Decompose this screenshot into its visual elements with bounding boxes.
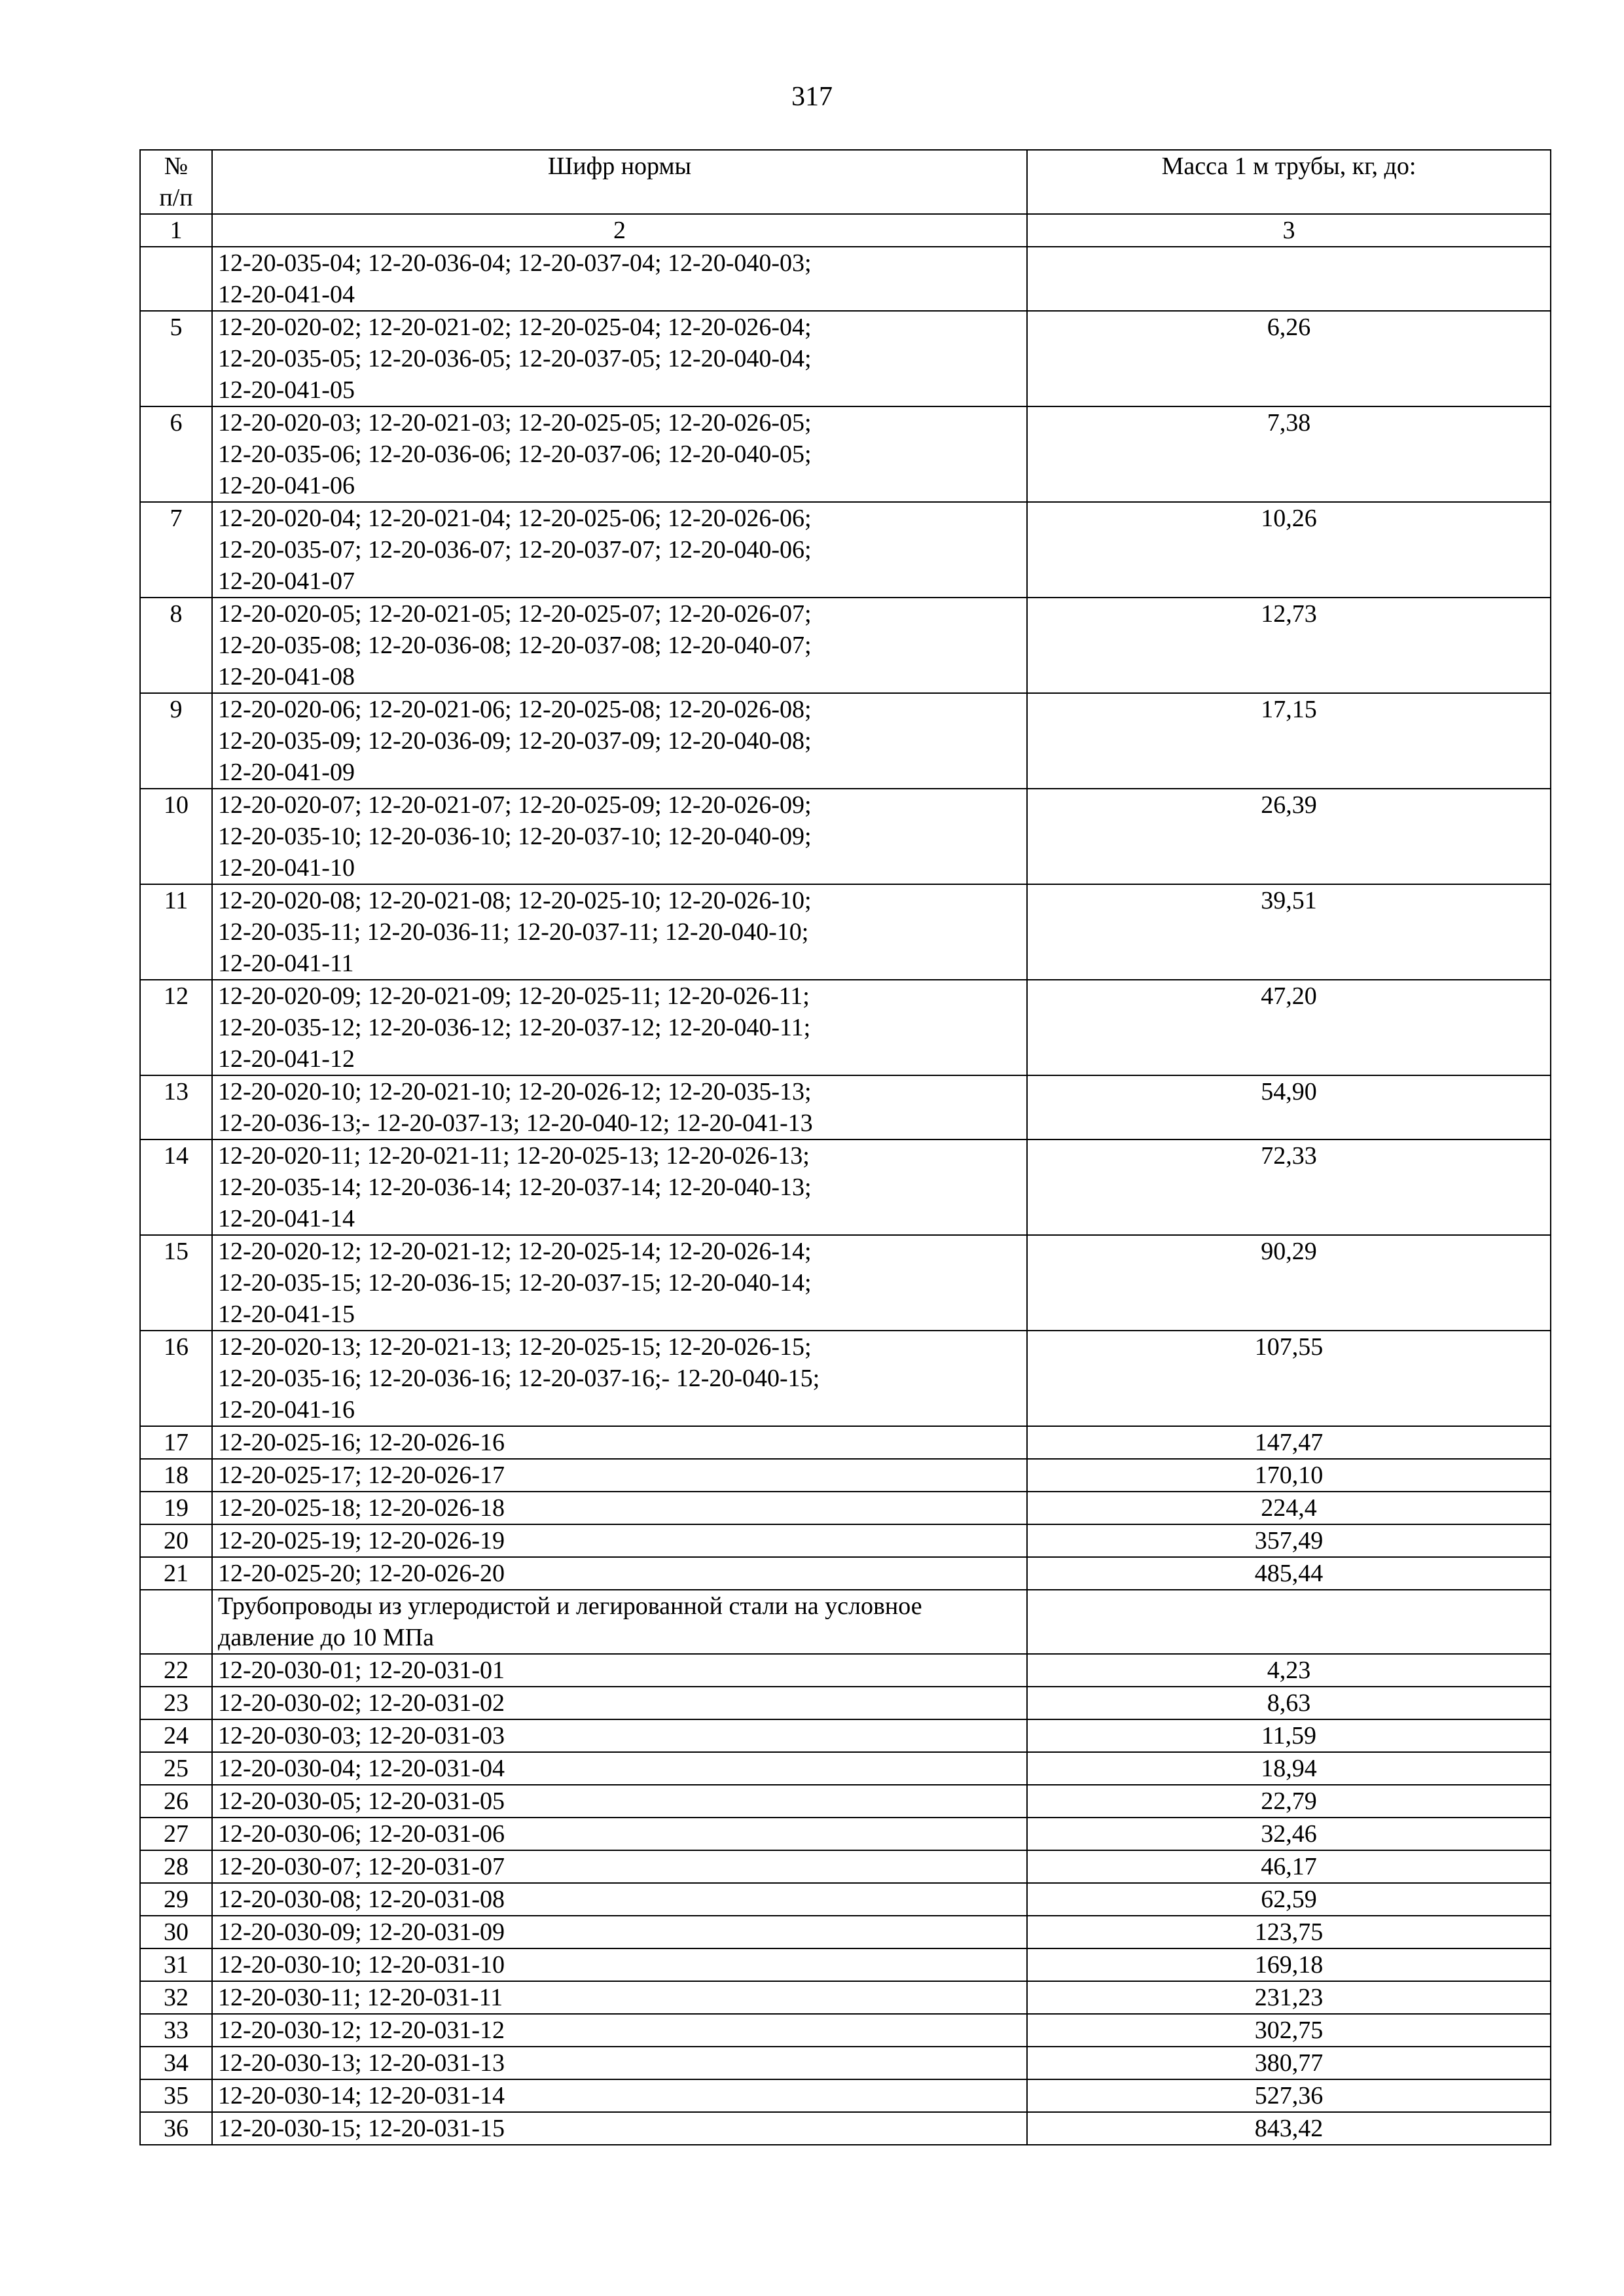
row-number: 29	[140, 1883, 212, 1916]
table-row	[140, 311, 1551, 406]
table-row	[140, 693, 1551, 789]
row-norm-code: 12-20-020-02; 12-20-021-02; 12-20-025-04; 12-20-026-04; 12-20-035-05; 12-20-036-05; 12-20-037-05; 12-20-040-04; 12-20-041-05	[212, 311, 1027, 406]
table-row	[140, 1752, 1551, 1785]
row-number: 17	[140, 1426, 212, 1459]
row-mass	[1027, 247, 1551, 311]
table-row	[140, 1883, 1551, 1916]
row-mass: 26,39	[1027, 789, 1551, 884]
table-row-continued	[140, 247, 1551, 311]
row-norm-code: 12-20-025-16; 12-20-026-16	[212, 1426, 1027, 1459]
table-row	[140, 1916, 1551, 1948]
row-norm-code: 12-20-020-13; 12-20-021-13; 12-20-025-15; 12-20-026-15; 12-20-035-16; 12-20-036-16; 12-20-037-16;- 12-20-040-15; 12-20-041-16	[212, 1331, 1027, 1426]
table-row	[140, 1235, 1551, 1331]
row-number: 18	[140, 1459, 212, 1492]
row-mass: 7,38	[1027, 406, 1551, 502]
table-row	[140, 1818, 1551, 1850]
row-norm-code: 12-20-020-11; 12-20-021-11; 12-20-025-13; 12-20-026-13; 12-20-035-14; 12-20-036-14; 12-20-037-14; 12-20-040-13; 12-20-041-14	[212, 1139, 1027, 1235]
norms-table	[139, 149, 1551, 2145]
row-number	[140, 247, 212, 311]
column-number: 1	[140, 214, 212, 247]
table-row	[140, 980, 1551, 1075]
row-mass: 224,4	[1027, 1492, 1551, 1524]
row-mass: 123,75	[1027, 1916, 1551, 1948]
table-row	[140, 1687, 1551, 1719]
row-mass: 54,90	[1027, 1075, 1551, 1139]
table-row	[140, 884, 1551, 980]
row-mass: 4,23	[1027, 1654, 1551, 1687]
row-number: 23	[140, 1687, 212, 1719]
header-norm-code: Шифр нормы	[212, 150, 1027, 214]
row-mass: 527,36	[1027, 2079, 1551, 2112]
table-row	[140, 1719, 1551, 1752]
row-mass: 485,44	[1027, 1557, 1551, 1590]
row-number: 14	[140, 1139, 212, 1235]
header-number: № п/п	[140, 150, 212, 214]
section-title: Трубопроводы из углеродистой и легированной стали на условное давление до 10 МПа	[212, 1590, 1027, 1654]
row-number: 11	[140, 884, 212, 980]
row-norm-code: 12-20-030-10; 12-20-031-10	[212, 1948, 1027, 1981]
row-number: 35	[140, 2079, 212, 2112]
row-number: 15	[140, 1235, 212, 1331]
row-mass: 231,23	[1027, 1981, 1551, 2014]
row-mass: 47,20	[1027, 980, 1551, 1075]
row-norm-code: 12-20-020-07; 12-20-021-07; 12-20-025-09; 12-20-026-09; 12-20-035-10; 12-20-036-10; 12-20-037-10; 12-20-040-09; 12-20-041-10	[212, 789, 1027, 884]
table-row	[140, 1850, 1551, 1883]
section-body	[140, 1590, 1551, 1654]
row-number: 30	[140, 1916, 212, 1948]
column-number: 2	[212, 214, 1027, 247]
row-mass: 147,47	[1027, 1426, 1551, 1459]
table-row	[140, 1981, 1551, 2014]
row-norm-code: 12-20-030-07; 12-20-031-07	[212, 1850, 1027, 1883]
row-mass: 6,26	[1027, 311, 1551, 406]
row-norm-code: 12-20-030-02; 12-20-031-02	[212, 1687, 1027, 1719]
row-norm-code: 12-20-020-05; 12-20-021-05; 12-20-025-07; 12-20-026-07; 12-20-035-08; 12-20-036-08; 12-20-037-08; 12-20-040-07; 12-20-041-08	[212, 598, 1027, 693]
row-number: 6	[140, 406, 212, 502]
row-norm-code: 12-20-020-09; 12-20-021-09; 12-20-025-11; 12-20-026-11; 12-20-035-12; 12-20-036-12; 12-20-037-12; 12-20-040-11; 12-20-041-12	[212, 980, 1027, 1075]
table-row	[140, 1785, 1551, 1818]
table-row	[140, 1331, 1551, 1426]
table-row	[140, 1524, 1551, 1557]
table-body-a	[140, 247, 1551, 1590]
row-number: 27	[140, 1818, 212, 1850]
row-norm-code: 12-20-035-04; 12-20-036-04; 12-20-037-04; 12-20-040-03; 12-20-041-04	[212, 247, 1027, 311]
row-norm-code: 12-20-020-06; 12-20-021-06; 12-20-025-08; 12-20-026-08; 12-20-035-09; 12-20-036-09; 12-20-037-09; 12-20-040-08; 12-20-041-09	[212, 693, 1027, 789]
table-row	[140, 1557, 1551, 1590]
row-norm-code: 12-20-030-13; 12-20-031-13	[212, 2047, 1027, 2079]
row-number: 34	[140, 2047, 212, 2079]
row-number: 28	[140, 1850, 212, 1883]
row-mass: 17,15	[1027, 693, 1551, 789]
row-norm-code: 12-20-030-15; 12-20-031-15	[212, 2112, 1027, 2145]
table-row	[140, 1426, 1551, 1459]
row-norm-code: 12-20-020-12; 12-20-021-12; 12-20-025-14; 12-20-026-14; 12-20-035-15; 12-20-036-15; 12-20-037-15; 12-20-040-14; 12-20-041-15	[212, 1235, 1027, 1331]
row-mass: 18,94	[1027, 1752, 1551, 1785]
row-mass: 39,51	[1027, 884, 1551, 980]
column-number: 3	[1027, 214, 1551, 247]
row-norm-code: 12-20-030-03; 12-20-031-03	[212, 1719, 1027, 1752]
table-row	[140, 502, 1551, 598]
row-norm-code: 12-20-025-17; 12-20-026-17	[212, 1459, 1027, 1492]
row-norm-code: 12-20-020-08; 12-20-021-08; 12-20-025-10; 12-20-026-10; 12-20-035-11; 12-20-036-11; 12-20-037-11; 12-20-040-10; 12-20-041-11	[212, 884, 1027, 980]
row-norm-code: 12-20-030-08; 12-20-031-08	[212, 1883, 1027, 1916]
row-norm-code: 12-20-025-18; 12-20-026-18	[212, 1492, 1027, 1524]
row-mass: 843,42	[1027, 2112, 1551, 2145]
table-row	[140, 598, 1551, 693]
row-number: 25	[140, 1752, 212, 1785]
table-row	[140, 2079, 1551, 2112]
row-number: 8	[140, 598, 212, 693]
row-norm-code: 12-20-030-05; 12-20-031-05	[212, 1785, 1027, 1818]
row-number: 21	[140, 1557, 212, 1590]
row-norm-code: 12-20-020-10; 12-20-021-10; 12-20-026-12; 12-20-035-13; 12-20-036-13;- 12-20-037-13; 12-20-040-12; 12-20-041-13	[212, 1075, 1027, 1139]
row-norm-code: 12-20-030-01; 12-20-031-01	[212, 1654, 1027, 1687]
row-number: 19	[140, 1492, 212, 1524]
row-mass: 12,73	[1027, 598, 1551, 693]
section-mass-cell	[1027, 1590, 1551, 1654]
row-number: 12	[140, 980, 212, 1075]
row-number: 16	[140, 1331, 212, 1426]
row-number: 33	[140, 2014, 212, 2047]
row-mass: 169,18	[1027, 1948, 1551, 1981]
row-mass: 10,26	[1027, 502, 1551, 598]
row-number: 9	[140, 693, 212, 789]
table-row	[140, 789, 1551, 884]
row-norm-code: 12-20-025-19; 12-20-026-19	[212, 1524, 1027, 1557]
table-row	[140, 1948, 1551, 1981]
row-number: 22	[140, 1654, 212, 1687]
row-number: 31	[140, 1948, 212, 1981]
row-mass: 46,17	[1027, 1850, 1551, 1883]
row-mass: 8,63	[1027, 1687, 1551, 1719]
row-mass: 32,46	[1027, 1818, 1551, 1850]
section-row	[140, 1590, 1551, 1654]
row-number: 24	[140, 1719, 212, 1752]
row-norm-code: 12-20-020-04; 12-20-021-04; 12-20-025-06; 12-20-026-06; 12-20-035-07; 12-20-036-07; 12-20-037-07; 12-20-040-06; 12-20-041-07	[212, 502, 1027, 598]
row-number: 10	[140, 789, 212, 884]
row-mass: 170,10	[1027, 1459, 1551, 1492]
row-number: 36	[140, 2112, 212, 2145]
row-number: 32	[140, 1981, 212, 2014]
row-norm-code: 12-20-030-11; 12-20-031-11	[212, 1981, 1027, 2014]
table-row	[140, 1459, 1551, 1492]
row-number: 13	[140, 1075, 212, 1139]
page-number: 317	[791, 82, 833, 112]
table-header-row	[140, 150, 1551, 214]
row-mass: 90,29	[1027, 1235, 1551, 1331]
row-mass: 22,79	[1027, 1785, 1551, 1818]
header-mass: Масса 1 м трубы, кг, до:	[1027, 150, 1551, 214]
table-row	[140, 2047, 1551, 2079]
row-norm-code: 12-20-030-04; 12-20-031-04	[212, 1752, 1027, 1785]
column-number-row	[140, 214, 1551, 247]
row-number: 26	[140, 1785, 212, 1818]
row-mass: 62,59	[1027, 1883, 1551, 1916]
row-mass: 107,55	[1027, 1331, 1551, 1426]
row-norm-code: 12-20-025-20; 12-20-026-20	[212, 1557, 1027, 1590]
row-mass: 302,75	[1027, 2014, 1551, 2047]
table-row	[140, 1654, 1551, 1687]
row-norm-code: 12-20-020-03; 12-20-021-03; 12-20-025-05; 12-20-026-05; 12-20-035-06; 12-20-036-06; 12-20-037-06; 12-20-040-05; 12-20-041-06	[212, 406, 1027, 502]
row-mass: 11,59	[1027, 1719, 1551, 1752]
table-row	[140, 1492, 1551, 1524]
row-norm-code: 12-20-030-09; 12-20-031-09	[212, 1916, 1027, 1948]
row-number: 7	[140, 502, 212, 598]
row-mass: 72,33	[1027, 1139, 1551, 1235]
table-row	[140, 406, 1551, 502]
row-norm-code: 12-20-030-14; 12-20-031-14	[212, 2079, 1027, 2112]
table-row	[140, 1075, 1551, 1139]
table-row	[140, 1139, 1551, 1235]
row-norm-code: 12-20-030-06; 12-20-031-06	[212, 1818, 1027, 1850]
row-norm-code: 12-20-030-12; 12-20-031-12	[212, 2014, 1027, 2047]
row-mass: 380,77	[1027, 2047, 1551, 2079]
row-number: 5	[140, 311, 212, 406]
table-row	[140, 2112, 1551, 2145]
section-number-cell	[140, 1590, 212, 1654]
row-number: 20	[140, 1524, 212, 1557]
table-row	[140, 2014, 1551, 2047]
table-body-b	[140, 1654, 1551, 2145]
row-mass: 357,49	[1027, 1524, 1551, 1557]
